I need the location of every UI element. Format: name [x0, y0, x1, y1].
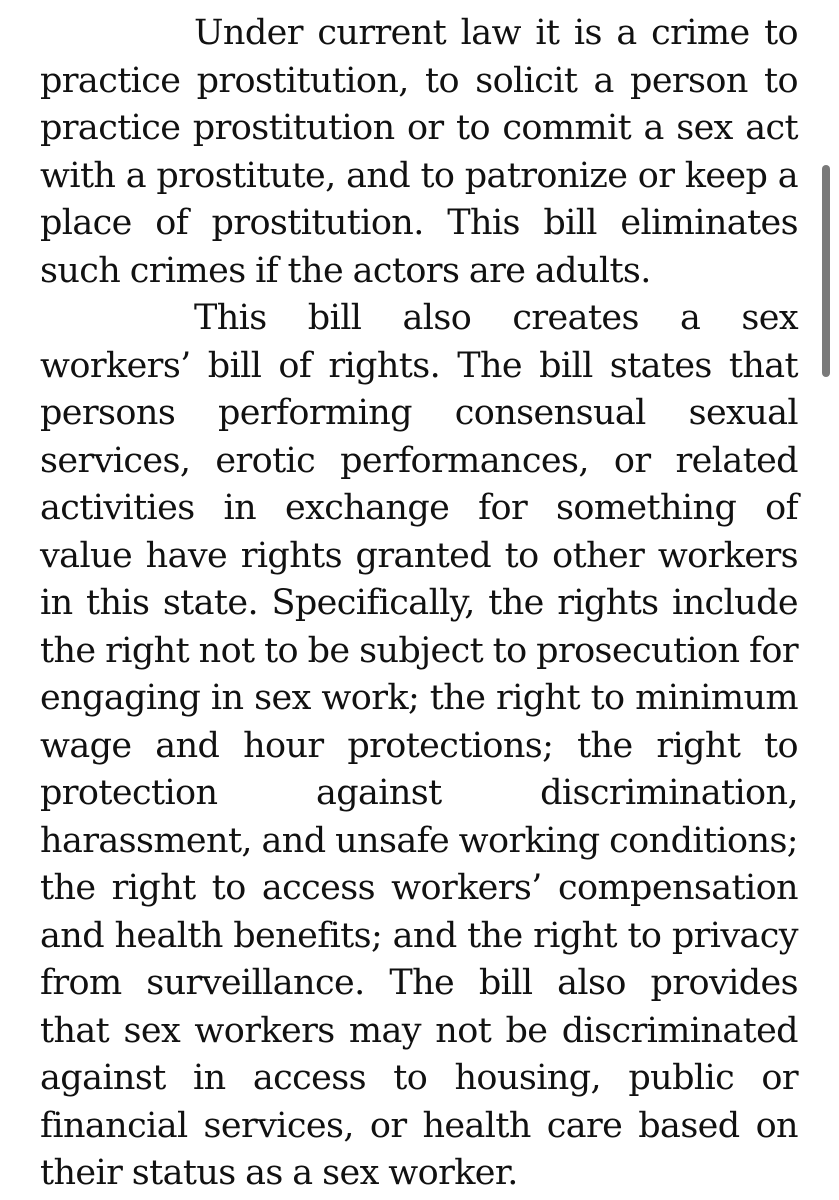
document-body: [40, 10, 798, 1198]
paragraph-current-law: Under current law it is a crime to practice prostitution, to solicit a person to practice prostitution or to commit a sex act with a prostitute, and to patronize or keep a place of prostitution. This bill eliminates such crimes if the actors are adults.: [40, 13, 798, 291]
vertical-scrollbar-thumb[interactable]: [822, 165, 830, 377]
paragraph-bill-of-rights: This bill also creates a sex workers’ bill of rights. The bill states that persons performing consensual sexual services, erotic performances, or related activities in exchange for something of value have rights granted to other workers in this state. Specifically, the rights include the right not to be subject to prosecution for engaging in sex work; the right to minimum wage and hour protections; the right to protection against discrimination, harassment, and unsafe working conditions; the right to access workers’ compensation and health benefits; and the right to privacy from surveillance. The bill also provides that sex workers may not be discriminated against in access to housing, public or financial services, or health care based on their status as a sex worker.: [40, 298, 798, 1193]
